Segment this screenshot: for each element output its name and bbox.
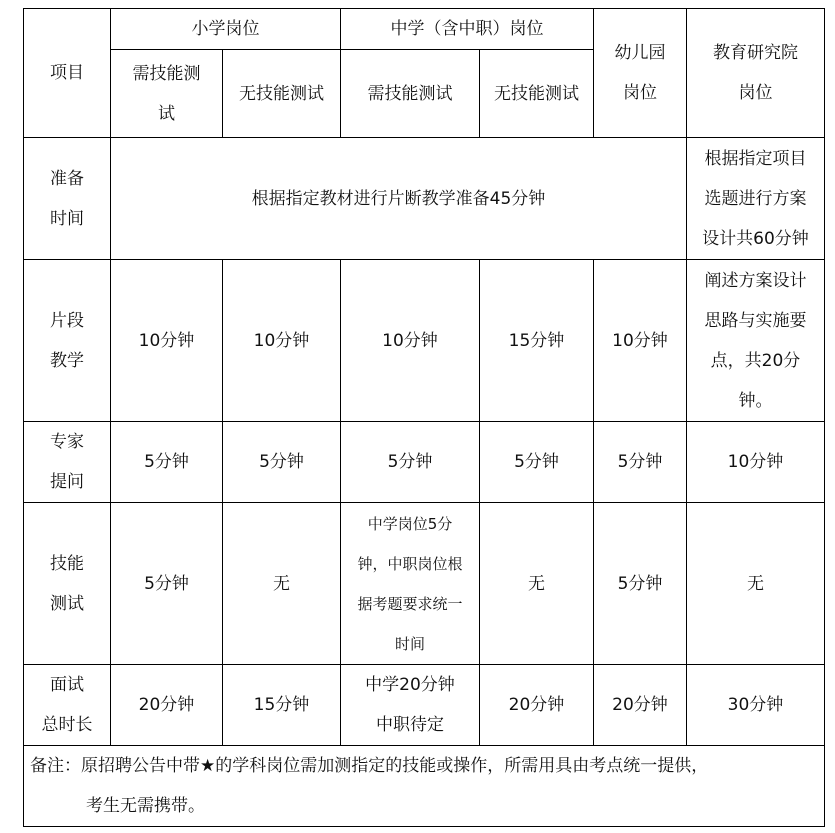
header-primary-noskill: 无技能测试 [223, 50, 341, 138]
header-secondary-skill: 需技能测试 [341, 50, 480, 138]
row-label-questions: 专家 提问 [24, 422, 111, 503]
skill-primary-skill: 5分钟 [111, 503, 223, 665]
prep-merged-cell: 根据指定教材进行片断教学准备45分钟 [111, 138, 687, 260]
questions-primary-noskill: 5分钟 [223, 422, 341, 503]
header-primary: 小学岗位 [111, 9, 341, 50]
skill-kindergarten: 5分钟 [594, 503, 687, 665]
skill-research: 无 [687, 503, 825, 665]
header-research: 教育研究院 岗位 [687, 9, 825, 138]
interview-time-table [23, 8, 825, 827]
header-item: 项目 [24, 9, 111, 138]
skill-secondary-skill: 中学岗位5分 钟，中职岗位根 据考题要求统一 时间 [341, 503, 480, 665]
questions-primary-skill: 5分钟 [111, 422, 223, 503]
teaching-primary-skill: 10分钟 [111, 260, 223, 422]
table-note [24, 746, 825, 827]
header-primary-skill: 需技能测 试 [111, 50, 223, 138]
skill-primary-noskill: 无 [223, 503, 341, 665]
prep-research: 根据指定项目 选题进行方案 设计共60分钟 [687, 138, 825, 260]
row-label-skill: 技能 测试 [24, 503, 111, 665]
questions-secondary-skill: 5分钟 [341, 422, 480, 503]
total-secondary-noskill: 20分钟 [480, 665, 594, 746]
total-secondary-skill: 中学20分钟 中职待定 [341, 665, 480, 746]
questions-research: 10分钟 [687, 422, 825, 503]
row-label-teaching: 片段 教学 [24, 260, 111, 422]
teaching-primary-noskill: 10分钟 [223, 260, 341, 422]
header-kindergarten: 幼儿园 岗位 [594, 9, 687, 138]
total-primary-skill: 20分钟 [111, 665, 223, 746]
header-secondary-noskill: 无技能测试 [480, 50, 594, 138]
note-line-2: 考生无需携带。 [86, 796, 205, 816]
row-label-total: 面试 总时长 [24, 665, 111, 746]
total-research: 30分钟 [687, 665, 825, 746]
teaching-kindergarten: 10分钟 [594, 260, 687, 422]
questions-kindergarten: 5分钟 [594, 422, 687, 503]
teaching-research: 阐述方案设计 思路与实施要 点，共20分 钟。 [687, 260, 825, 422]
total-primary-noskill: 15分钟 [223, 665, 341, 746]
questions-secondary-noskill: 5分钟 [480, 422, 594, 503]
teaching-secondary-noskill: 15分钟 [480, 260, 594, 422]
teaching-secondary-skill: 10分钟 [341, 260, 480, 422]
note-line-1: 备注：原招聘公告中带★的学科岗位需加测指定的技能或操作，所需用具由考点统一提供， [30, 756, 709, 776]
header-secondary: 中学（含中职）岗位 [341, 9, 594, 50]
row-label-prep: 准备 时间 [24, 138, 111, 260]
total-kindergarten: 20分钟 [594, 665, 687, 746]
skill-secondary-noskill: 无 [480, 503, 594, 665]
